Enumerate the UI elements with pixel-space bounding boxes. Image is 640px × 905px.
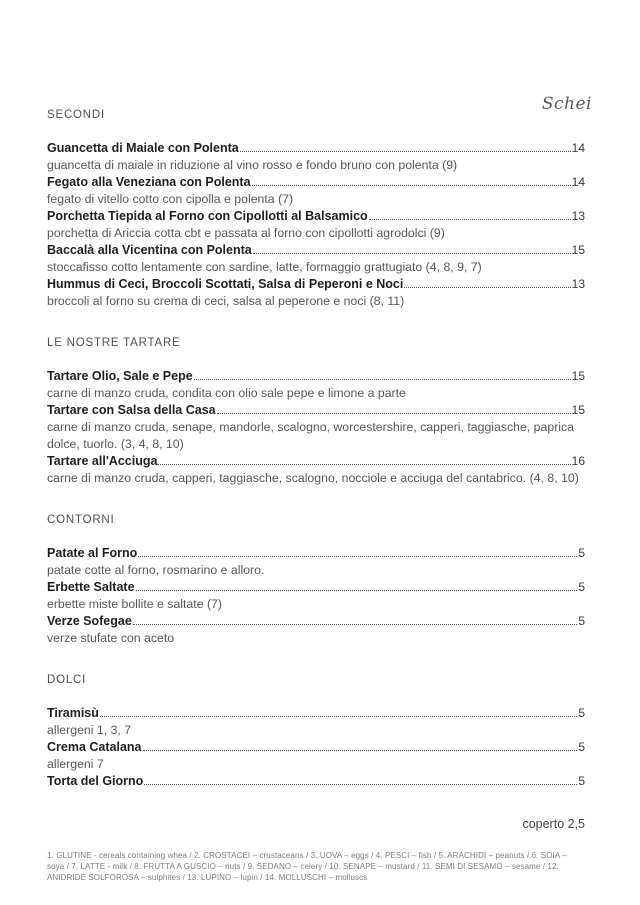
- menu-section-le-nostre-tartare: [47, 336, 585, 487]
- menu-item-description: carne di manzo cruda, capperi, taggiasche, scalogno, nocciole e acciuga del cantabrico. (4, 8, 10): [47, 471, 579, 485]
- menu-item-row: [47, 579, 585, 596]
- section-title: DOLCI: [47, 674, 87, 686]
- menu-item-row: [47, 739, 585, 756]
- allergen-legend: 1. GLUTINE - cereals containing whea / 2. CROSTACEI – crustaceans / 3. UOVA – eggs / 4. PESCI – fish / 5. ARACHIDI – peanuts / 6. SOIA – soya / 7. LATTE - milk / 8. FRUTTA A GUSCIO – nuts / 9. SEDANO – celery / 10. SENAPE – mustard / 11. SEMI DI SESAMO – sesame / 12. ANIDRIDE SOLFOROSA – sulphites / 13. LUPINO – lupin / 14. MOLLUSCHI – molluscs: [47, 851, 567, 882]
- menu-item-description: guancetta di maiale in riduzione al vino rosso e fondo bruno con polenta (9): [47, 158, 458, 172]
- menu-item-row: [47, 140, 585, 157]
- dotted-leader: [253, 253, 571, 254]
- menu-item-price: 5: [578, 546, 585, 560]
- menu-item-name: Erbette Saltate: [47, 580, 135, 594]
- menu-item-description: porchetta di Ariccia cotta cbt e passata al forno con cipollotti agrodolci (9): [47, 226, 445, 240]
- menu-item-row: [47, 402, 585, 419]
- menu-item-row: [47, 613, 585, 630]
- menu-item-name: Guancetta di Maiale con Polenta: [47, 141, 239, 155]
- menu-item-description: carne di manzo cruda, senape, mandorle, scalogno, worcestershire, capperi, taggiasche, paprica dolce, tuorlo. (3, 4, 8, 10): [47, 420, 575, 451]
- menu-section-dolci: [47, 673, 585, 790]
- menu-item-price: 5: [578, 580, 585, 594]
- menu-item-name: Tartare all'Acciuga: [47, 454, 158, 468]
- menu-item-name: Tartare Olio, Sale e Pepe: [47, 369, 193, 383]
- menu-item-name: Patate al Forno: [47, 546, 138, 560]
- menu-item-description: carne di manzo cruda, condita con olio sale pepe e limone a parte: [47, 386, 406, 400]
- menu-item-price: 13: [571, 209, 585, 223]
- menu-item-name: Porchetta Tiepida al Forno con Cipollotti al Balsamico: [47, 209, 368, 223]
- menu-item-description: verze stufate con aceto: [47, 631, 175, 645]
- menu-item-price: 5: [578, 706, 585, 720]
- dotted-leader: [369, 219, 571, 220]
- menu-item-row: [47, 242, 585, 259]
- dotted-leader: [143, 750, 578, 751]
- brand-logo: Schei: [541, 94, 592, 114]
- menu-item-price: 14: [571, 175, 585, 189]
- menu-item-description: broccoli al forno su crema di ceci, salsa al peperone e noci (8, 11): [47, 294, 405, 308]
- menu-item-description: patate cotte al forno, rosmarino e alloro.: [47, 563, 265, 577]
- menu-item-description: fegato di vitello cotto con cipolla e polenta (7): [47, 192, 294, 206]
- menu-item-price: 5: [578, 740, 585, 754]
- section-title: CONTORNI: [47, 514, 115, 526]
- menu-item-name: Tiramisù: [47, 706, 99, 720]
- menu-item-description: erbette miste bollite e saltate (7): [47, 597, 222, 611]
- menu-item-row: [47, 453, 585, 470]
- menu-item-description: allergeni 7: [47, 757, 104, 771]
- menu-item-price: 15: [571, 403, 585, 417]
- dotted-leader: [138, 556, 577, 557]
- menu-item-name: Verze Sofegae: [47, 614, 132, 628]
- menu-item-price: 15: [571, 243, 585, 257]
- menu-item-description: stoccafisso cotto lentamente con sardine, latte, formaggio grattugiato (4, 8, 9, 7): [47, 260, 482, 274]
- menu-item-row: [47, 368, 585, 385]
- menu-item-price: 15: [571, 369, 585, 383]
- menu-section-contorni: [47, 513, 585, 647]
- menu-item-price: 16: [571, 454, 585, 468]
- menu-item-price: 5: [578, 614, 585, 628]
- menu-item-name: Torta del Giorno: [47, 774, 144, 788]
- dotted-leader: [136, 590, 578, 591]
- menu-item-price: 14: [571, 141, 585, 155]
- menu-item-row: [47, 545, 585, 562]
- menu-item-row: [47, 208, 585, 225]
- menu-item-description: allergeni 1, 3, 7: [47, 723, 132, 737]
- menu-item-row: [47, 276, 585, 293]
- menu-item-price: 5: [578, 774, 585, 788]
- coperto-note: coperto 2,5: [522, 817, 585, 831]
- dotted-leader: [404, 287, 570, 288]
- menu-item-price: 13: [571, 277, 585, 291]
- dotted-leader: [217, 413, 571, 414]
- dotted-leader: [100, 716, 577, 717]
- dotted-leader: [158, 464, 570, 465]
- section-title: LE NOSTRE TARTARE: [47, 337, 181, 349]
- menu-item-name: Fegato alla Veneziana con Polenta: [47, 175, 251, 189]
- dotted-leader: [240, 151, 571, 152]
- menu-section-secondi: [47, 108, 585, 310]
- menu-sections: [47, 108, 585, 790]
- dotted-leader: [133, 624, 578, 625]
- dotted-leader: [194, 379, 571, 380]
- menu-item-name: Tartare con Salsa della Casa: [47, 403, 216, 417]
- menu-item-row: [47, 773, 585, 790]
- menu-item-name: Baccalà alla Vicentina con Polenta: [47, 243, 252, 257]
- menu-item-row: [47, 174, 585, 191]
- dotted-leader: [252, 185, 571, 186]
- menu-item-name: Crema Catalana: [47, 740, 142, 754]
- section-title: SECONDI: [47, 109, 105, 121]
- menu-item-row: [47, 705, 585, 722]
- dotted-leader: [144, 784, 577, 785]
- menu-item-name: Hummus di Ceci, Broccoli Scottati, Salsa di Peperoni e Noci: [47, 277, 404, 291]
